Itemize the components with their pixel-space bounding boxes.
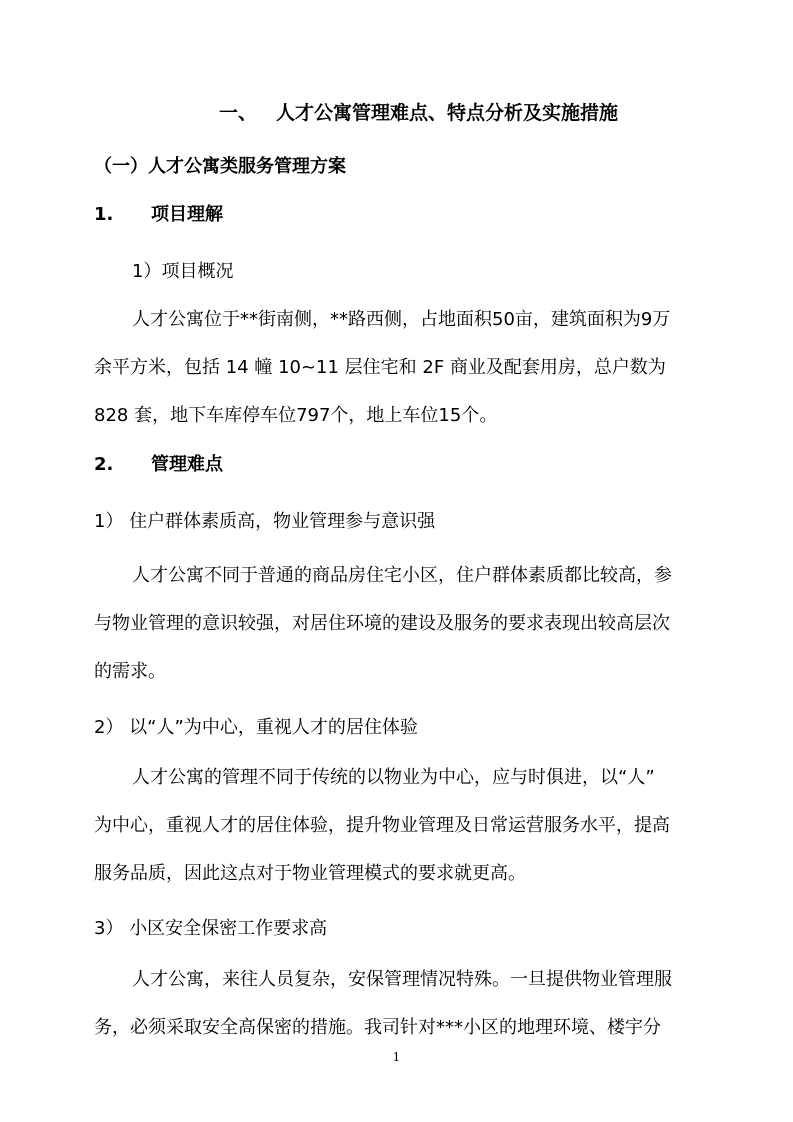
subheading-security: 3） 小区安全保密工作要求高 — [94, 918, 328, 939]
heading-project-understanding: 1. 项目理解 — [94, 204, 223, 225]
paragraph-line: 为中心，重视人才的居住体验，提升物业管理及日常运营服务水平，提高 — [94, 815, 670, 836]
paragraph-line: 人才公寓不同于普通的商品房住宅小区，住户群体素质都比较高，参 — [132, 565, 672, 586]
page-number: 1 — [392, 1050, 401, 1064]
paragraph-line: 的需求。 — [94, 661, 166, 682]
subheading-resident-quality: 1） 住户群体素质高，物业管理参与意识强 — [94, 511, 436, 532]
paragraph-line: 务，必须采取安全高保密的措施。我司针对***小区的地理环境、楼宇分 — [94, 1017, 661, 1038]
paragraph-line: 余平方米，包括 14 幢 10~11 层住宅和 2F 商业及配套用房，总户数为 — [94, 357, 666, 378]
heading-management-difficulties: 2. 管理难点 — [94, 454, 223, 475]
subheading-people-centered: 2） 以“人”为中心，重视人才的居住体验 — [94, 717, 418, 738]
subheading-project-overview: 1）项目概况 — [132, 261, 234, 282]
paragraph-line: 服务品质，因此这点对于物业管理模式的要求就更高。 — [94, 863, 526, 884]
paragraph-line: 828 套，地下车库停车位797个，地上车位15个。 — [94, 405, 498, 426]
paragraph-line: 人才公寓，来往人员复杂，安保管理情况特殊。一旦提供物业管理服 — [132, 969, 672, 990]
paragraph-line: 与物业管理的意识较强，对居住环境的建设及服务的要求表现出较高层次 — [94, 613, 670, 634]
paragraph-line: 人才公寓的管理不同于传统的以物业为中心，应与时俱进，以“人” — [132, 767, 655, 788]
section-heading: （一）人才公寓类服务管理方案 — [94, 156, 346, 177]
page-title: 人才公寓管理难点、特点分析及实施措施 — [276, 102, 619, 124]
paragraph-line: 人才公寓位于**街南侧，**路西侧，占地面积50亩，建筑面积为9万 — [132, 309, 671, 330]
title-number: 一、 — [219, 102, 258, 124]
